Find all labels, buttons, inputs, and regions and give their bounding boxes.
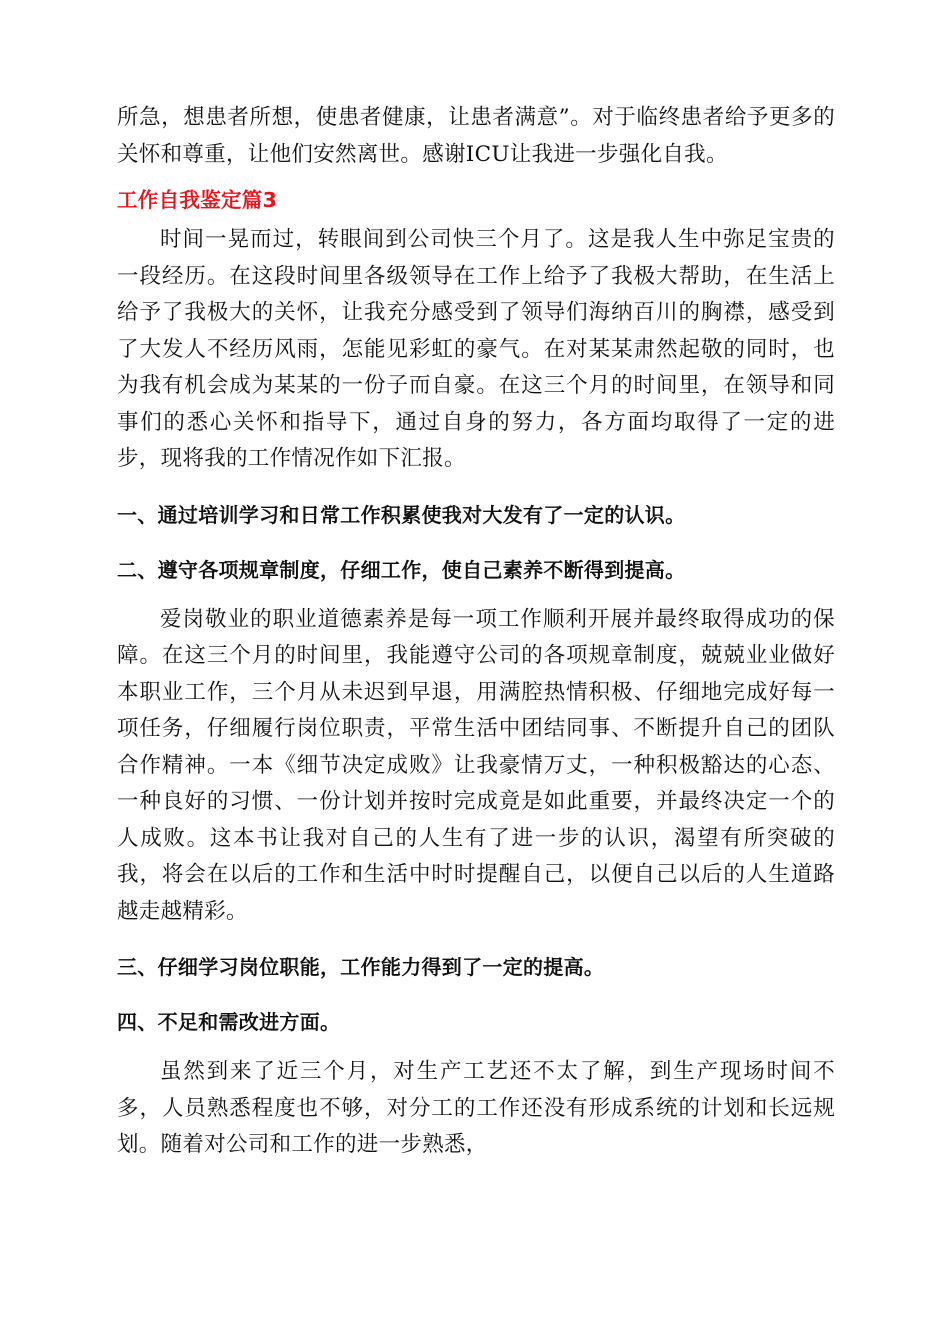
section-title-2: 二、遵守各项规章制度，仔细工作，使自己素养不断得到提高。 xyxy=(117,557,686,582)
body-paragraph-3: 虽然到来了近三个月，对生产工艺还不太了解，到生产现场时间不多，人员熟悉程度也不够，对分工的工作还没有形成系统的计划和长远规划。随着对公司和工作的进一步熟悉， xyxy=(117,1059,835,1157)
body-paragraph-2: 爱岗敬业的职业道德素养是每一项工作顺利开展并最终取得成功的保障。在这三个月的时间里，我能遵守公司的各项规章制度，兢兢业业做好本职业工作，三个月从未迟到早退，用满腔热情积极、仔细地完成好每一项任务，仔细履行岗位职责，平常生活中团结同事、不断提升自己的团队合作精神。一本《细节决定成败》让我豪情万丈，一种积极豁达的心态、一种良好的习惯、一份计划并按时完成竟是如此重要，并最终决定一个的人成败。这本书让我对自己的人生有了进一步的认识，渴望有所突破的我，将会在以后的工作和生活中时时提醒自己，以便自己以后的人生道路越走越精彩。 xyxy=(117,606,835,924)
section-title-3: 三、仔细学习岗位职能，工作能力得到了一定的提高。 xyxy=(117,955,605,979)
intro-paragraph: 所急，想患者所想，使患者健康，让患者满意”。对于临终患者给予更多的关怀和尊重，让他们安然离世。感谢ICU让我进一步强化自我。 xyxy=(117,105,835,167)
section-heading: 工作自我鉴定篇3 xyxy=(117,188,278,212)
body-paragraph-1: 时间一晃而过，转眼间到公司快三个月了。这是我人生中弥足宝贵的一段经历。在这段时间里各级领导在工作上给予了我极大帮助，在生活上给予了我极大的关怀，让我充分感受到了领导们海纳百川的胸襟，感受到了大发人不经历风雨，怎能见彩虹的豪气。在对某某肃然起敬的同时，也为我有机会成为某某的一份子而自豪。在这三个月的时间里，在领导和同事们的悉心关怀和指导下，通过自身的努力，各方面均取得了一定的进步，现将我的工作情况作如下汇报。 xyxy=(117,227,835,471)
section-title-4: 四、不足和需改进方面。 xyxy=(117,1010,341,1034)
document-body xyxy=(117,100,835,1164)
section-title-1: 一、通过培训学习和日常工作积累使我对大发有了一定的认识。 xyxy=(117,502,686,527)
